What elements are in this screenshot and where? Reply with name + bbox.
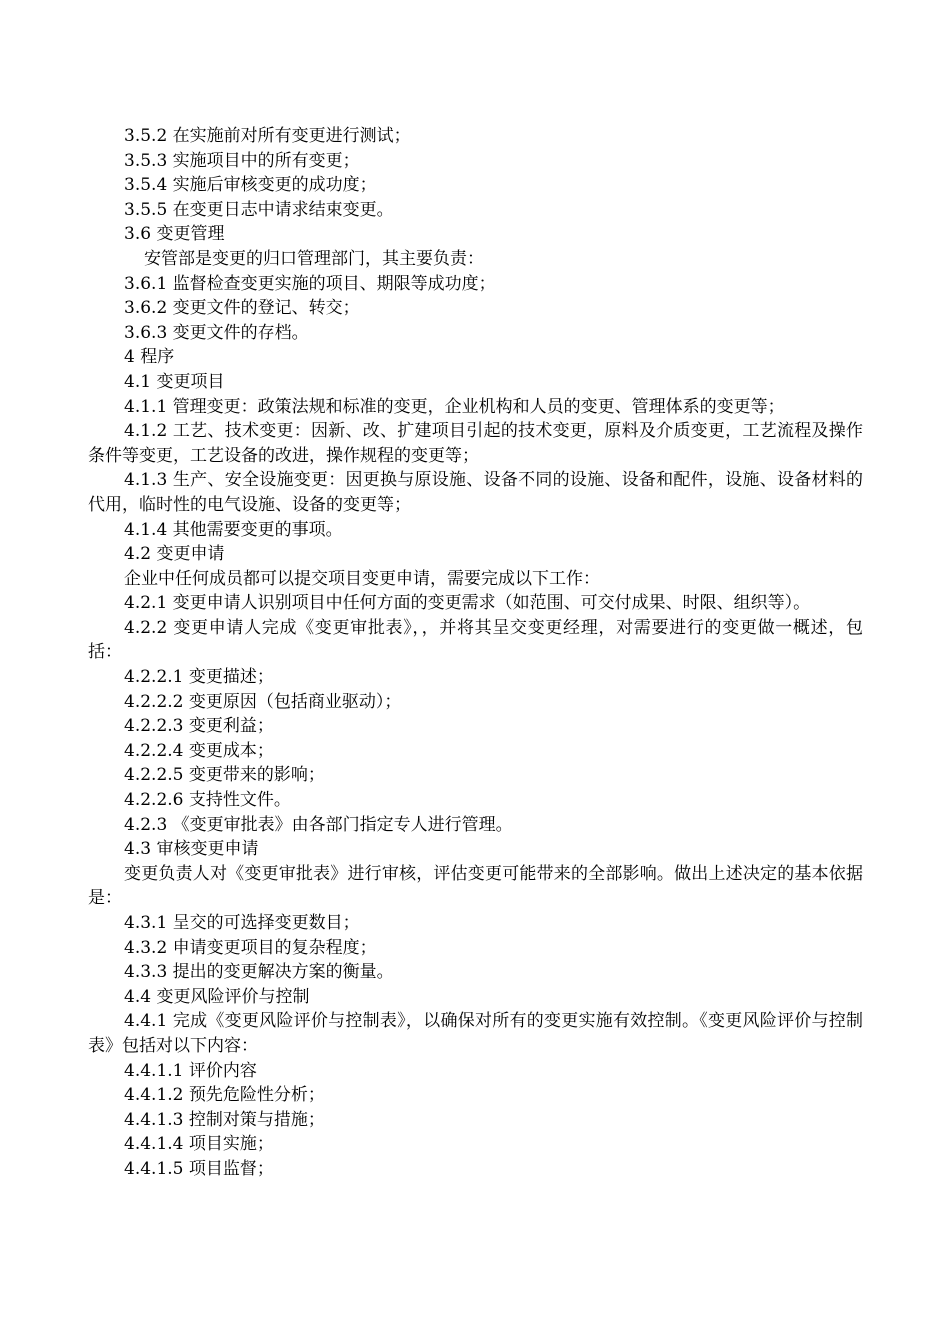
- paragraph-4-4-1-3: 4.4.1.3 控制对策与措施；: [124, 1109, 325, 1130]
- paragraph-4-2-3: 4.2.3 《变更审批表》由各部门指定专人进行管理。: [124, 814, 513, 835]
- heading-4-4: 4.4 变更风险评价与控制: [124, 986, 310, 1007]
- paragraph-3-6-1: 3.6.1 监督检查变更实施的项目、期限等成功度；: [124, 273, 496, 294]
- paragraph-4-3-1: 4.3.1 呈交的可选择变更数目；: [124, 913, 360, 933]
- paragraph-4-2-intro: 企业中任何成员都可以提交项目变更申请，需要完成以下工作：: [124, 568, 600, 589]
- paragraph-4-3-3: 4.3.3 提出的变更解决方案的衡量。: [124, 962, 394, 983]
- paragraph-4-3-2: 4.3.2 申请变更项目的复杂程度；: [124, 937, 377, 958]
- paragraph-3-6-2: 3.6.2 变更文件的登记、转交；: [124, 298, 360, 319]
- heading-3-6: 3.6 变更管理: [124, 224, 225, 245]
- paragraph-4-4-1-2: 4.4.1.2 预先危险性分析；: [124, 1085, 325, 1106]
- paragraph-4-2-2: 4.2.2 变更申请人完成《变更审批表》，，并将其呈交变更经理，对需要进行的变更做一概述，包括：: [88, 617, 863, 663]
- paragraph-4-2-2-2: 4.2.2.2 变更原因（包括商业驱动）；: [124, 691, 402, 712]
- heading-4-2: 4.2 变更申请: [124, 544, 225, 565]
- paragraph-4-2-2-1: 4.2.2.1 变更描述；: [124, 667, 274, 688]
- heading-4-1: 4.1 变更项目: [124, 371, 225, 392]
- paragraph-4-1-1: 4.1.1 管理变更：政策法规和标准的变更，企业机构和人员的变更、管理体系的变更等；: [124, 396, 785, 417]
- paragraph-4-1-4: 4.1.4 其他需要变更的事项。: [124, 519, 343, 540]
- paragraph-4-1-3: 4.1.3 生产、安全设施变更：因更换与原设施、设备不同的设施、设备和配件，设施、设备材料的代用，临时性的电气设施、设备的变更等；: [88, 470, 863, 515]
- paragraph-3-6-intro: 安管部是变更的归口管理部门，其主要负责：: [144, 248, 484, 269]
- paragraph-4-4-1-4: 4.4.1.4 项目实施；: [124, 1134, 274, 1155]
- paragraph-4-4-1-1: 4.4.1.1 评价内容: [124, 1060, 257, 1081]
- paragraph-4-2-2-3: 4.2.2.3 变更利益；: [124, 716, 274, 737]
- paragraph-3-5-5: 3.5.5 在变更日志中请求结束变更。: [124, 199, 394, 220]
- document-body: [88, 124, 863, 1182]
- paragraph-4-4-1-5: 4.4.1.5 项目监督；: [124, 1158, 274, 1179]
- paragraph-4-2-2-4: 4.2.2.4 变更成本；: [124, 740, 274, 761]
- heading-4-3: 4.3 审核变更申请: [124, 839, 259, 860]
- paragraph-3-6-3: 3.6.3 变更文件的存档。: [124, 322, 309, 343]
- paragraph-4-1-2: 4.1.2 工艺、技术变更：因新、改、扩建项目引起的技术变更，原料及介质变更，工艺流程及操作条件等变更，工艺设备的改进，操作规程的变更等；: [88, 421, 863, 466]
- paragraph-4-2-2-6: 4.2.2.6 支持性文件。: [124, 790, 291, 811]
- paragraph-3-5-3: 3.5.3 实施项目中的所有变更；: [124, 150, 360, 171]
- paragraph-4-2-1: 4.2.1 变更申请人识别项目中任何方面的变更需求（如范围、可交付成果、时限、组织等）。: [124, 593, 811, 614]
- paragraph-3-5-2: 3.5.2 在实施前对所有变更进行测试；: [124, 126, 411, 146]
- paragraph-3-5-4: 3.5.4 实施后审核变更的成功度；: [124, 175, 377, 196]
- paragraph-4-3-intro: 变更负责人对《变更审批表》进行审核，评估变更可能带来的全部影响。做出上述决定的基本依据是：: [88, 863, 863, 909]
- paragraph-4-4-1: 4.4.1 完成《变更风险评价与控制表》，以确保对所有的变更实施有效控制。《变更风险评价与控制表》包括对以下内容：: [88, 1011, 863, 1056]
- paragraph-4-2-2-5: 4.2.2.5 变更带来的影响；: [124, 765, 325, 786]
- heading-4: 4 程序: [124, 347, 175, 368]
